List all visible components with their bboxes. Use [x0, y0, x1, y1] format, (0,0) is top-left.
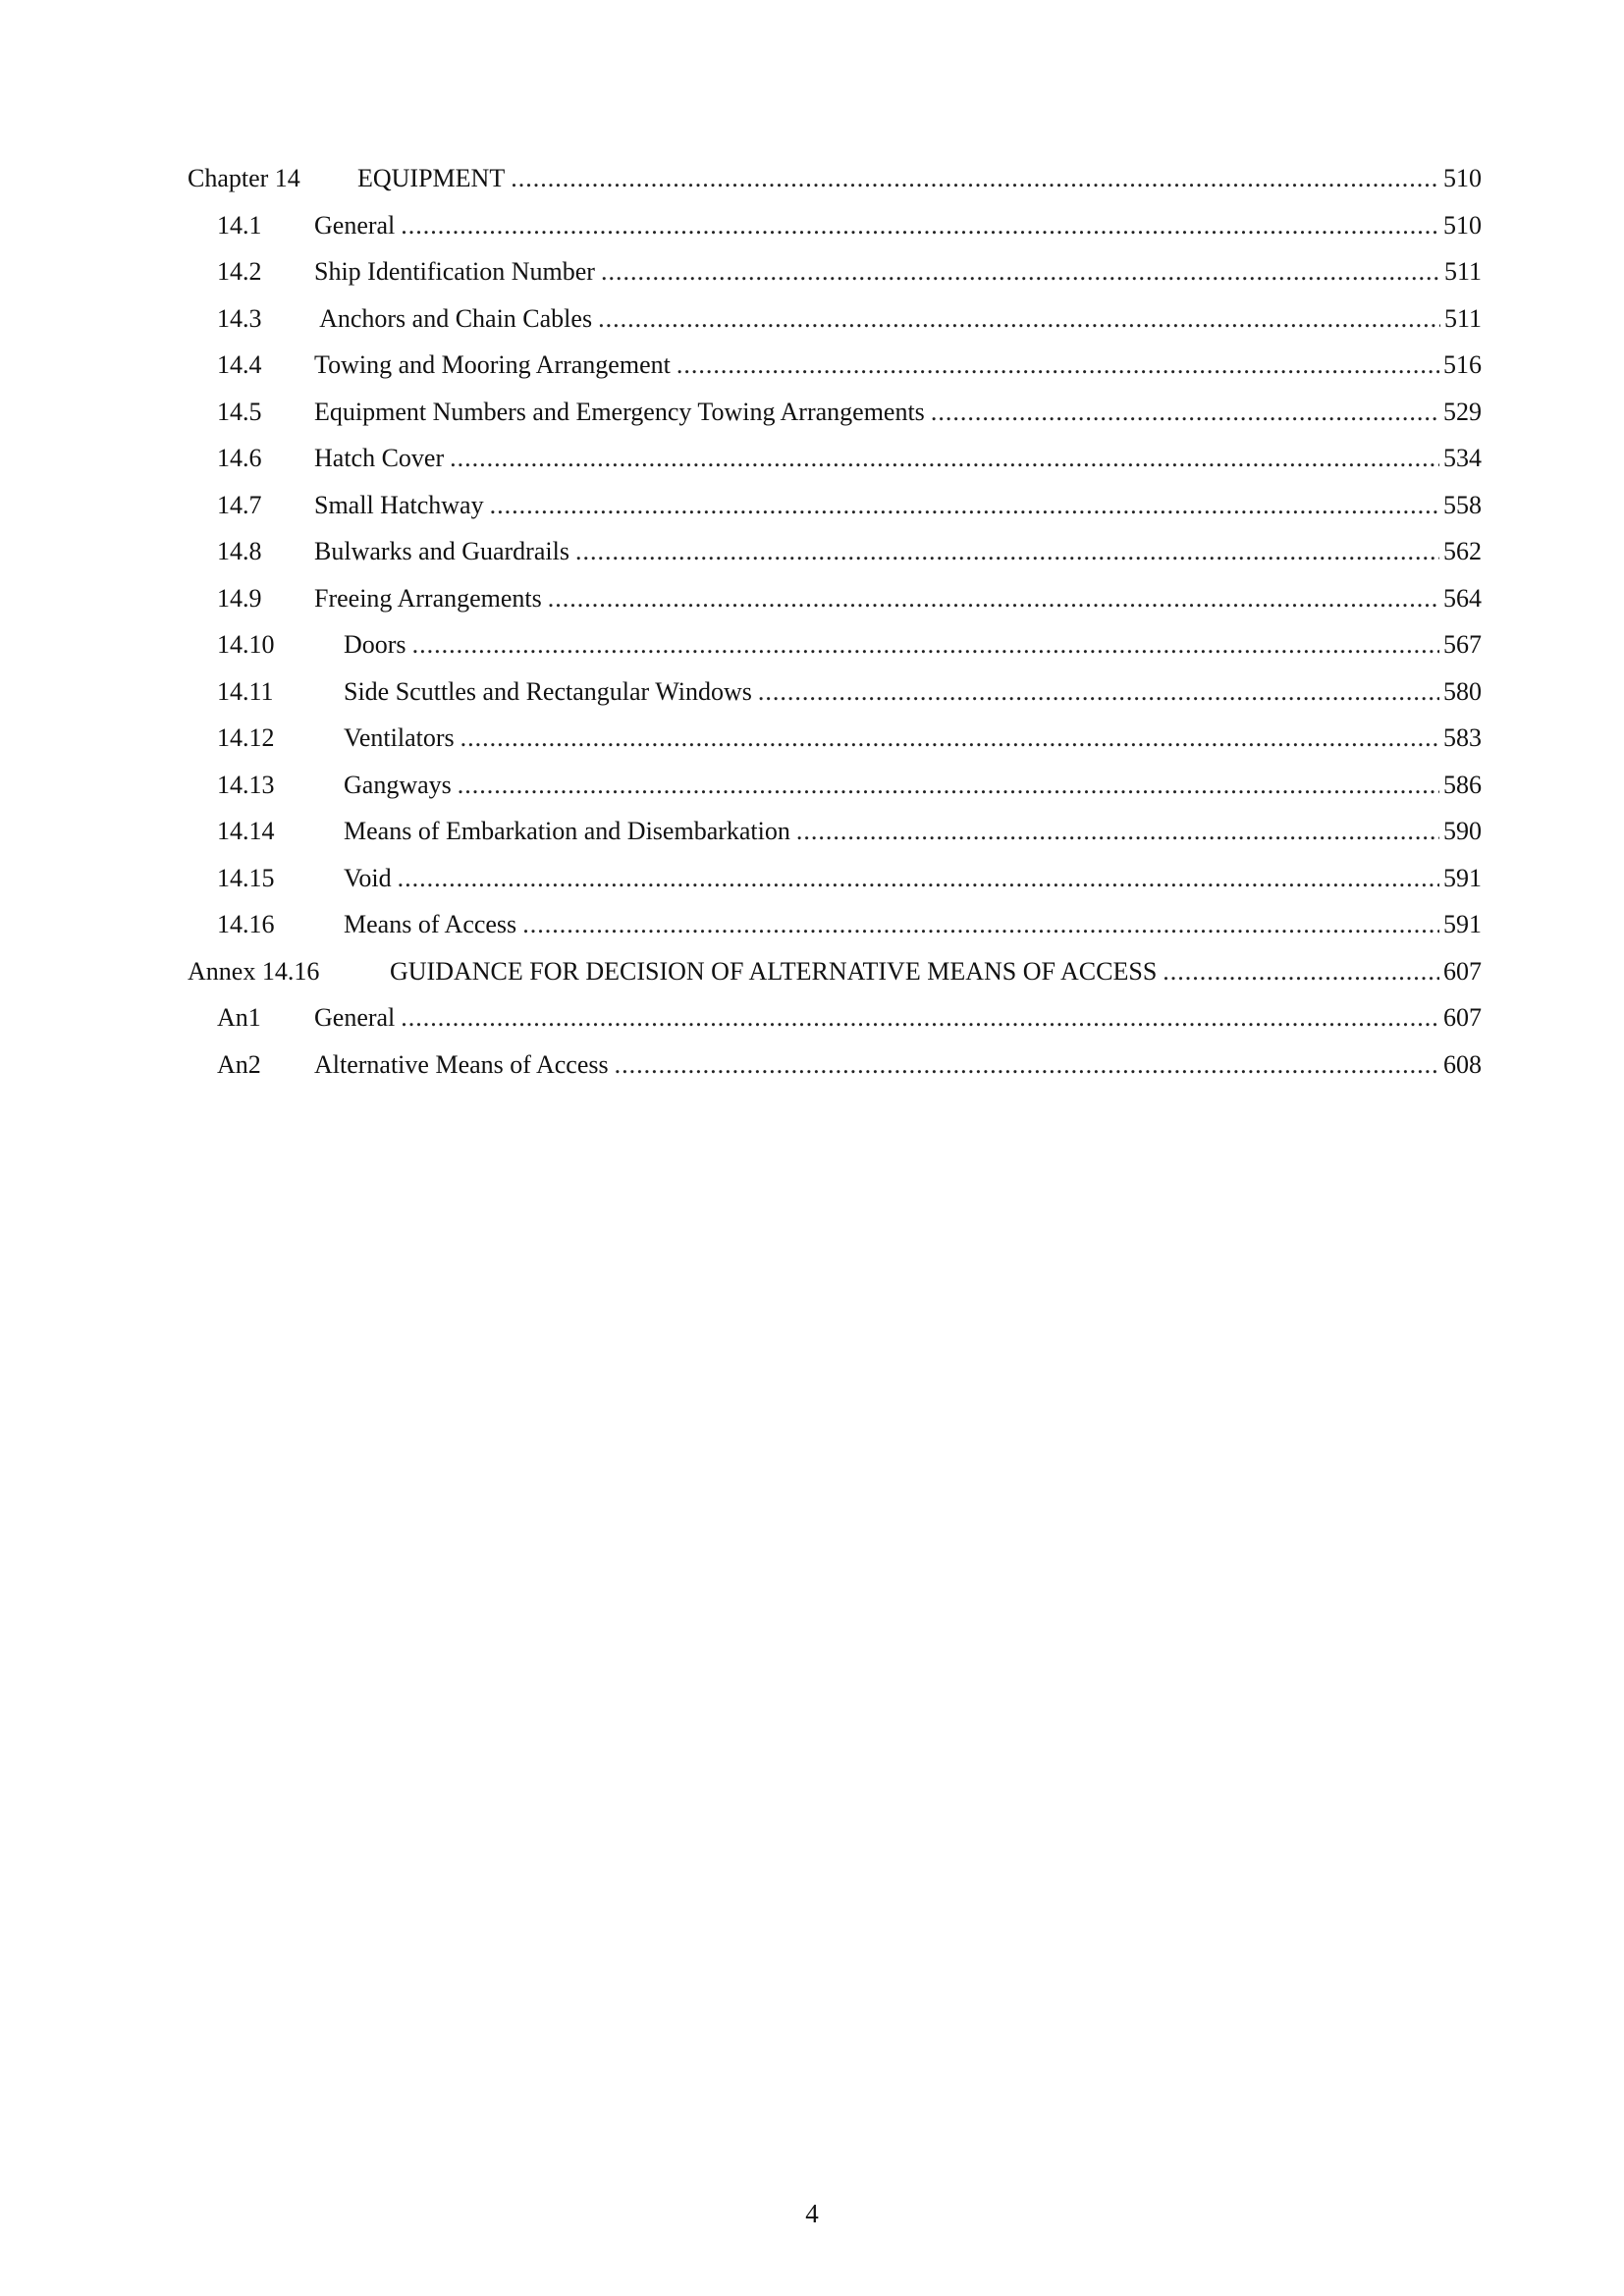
- toc-entry[interactable]: [188, 1041, 1482, 1089]
- toc-dot-leader: [458, 762, 1439, 809]
- toc-entry-title: Ship Identification Number: [314, 257, 595, 286]
- toc-entry-title: Side Scuttles and Rectangular Windows: [344, 676, 752, 706]
- toc-entry-number: 14.4: [217, 350, 262, 379]
- toc-entry-number: 14.2: [217, 257, 262, 286]
- toc-entry[interactable]: [188, 155, 1482, 202]
- toc-entry-page: 511: [1443, 257, 1482, 286]
- toc-entry-page: 583: [1443, 723, 1482, 752]
- toc-entry-title: EQUIPMENT: [357, 164, 506, 192]
- toc-entry-page: 510: [1443, 164, 1482, 192]
- toc-dot-leader: [615, 1041, 1439, 1089]
- toc-entry-title: Means of Embarkation and Disembarkation: [344, 817, 790, 845]
- toc-entry-page: 607: [1443, 956, 1482, 986]
- toc-dot-leader: [401, 994, 1439, 1041]
- toc-entry-page: 608: [1443, 1049, 1482, 1079]
- toc-entry-page: 511: [1443, 303, 1482, 333]
- toc-dot-leader: [598, 295, 1440, 343]
- toc-entry-title: Doors: [344, 630, 406, 659]
- toc-dot-leader: [548, 575, 1439, 622]
- toc-entry-number: 14.3: [217, 303, 262, 333]
- toc-entry-number: 14.15: [217, 863, 275, 892]
- toc-dot-leader: [522, 901, 1439, 948]
- toc-entry[interactable]: [188, 715, 1482, 762]
- toc-entry-number: 14.9: [217, 583, 262, 613]
- toc-entry-page: 591: [1443, 910, 1482, 938]
- toc-entry[interactable]: [188, 248, 1482, 295]
- toc-dot-leader: [677, 342, 1439, 389]
- toc-entry-number: 14.12: [217, 723, 275, 752]
- toc-entry-page: 590: [1443, 817, 1482, 845]
- toc-entry-title: Gangways: [344, 770, 452, 799]
- toc-entry-page: 516: [1443, 350, 1482, 379]
- toc-entry-number: 14.16: [217, 910, 275, 938]
- toc-entry-page: 586: [1443, 770, 1482, 799]
- toc-entry-title: General: [314, 1003, 396, 1032]
- toc-entry-title: Bulwarks and Guardrails: [314, 537, 569, 565]
- toc-entry-page: 567: [1443, 630, 1482, 659]
- toc-entry-number: An1: [217, 1003, 261, 1032]
- toc-entry-title: GUIDANCE FOR DECISION OF ALTERNATIVE MEANS OF ACCESS: [390, 956, 1158, 986]
- toc-entry-page: 529: [1443, 397, 1482, 426]
- toc-entry[interactable]: [188, 202, 1482, 249]
- toc-entry-page: 558: [1443, 490, 1482, 519]
- toc-entry-number: Chapter 14: [188, 164, 300, 192]
- toc-entry[interactable]: [188, 342, 1482, 389]
- toc-dot-leader: [460, 715, 1439, 762]
- toc-entry-number: 14.7: [217, 490, 262, 519]
- toc-entry-number: 14.1: [217, 210, 262, 240]
- toc-entry-title: Small Hatchway: [314, 490, 484, 519]
- toc-entry-number: 14.11: [217, 676, 274, 706]
- toc-entry-page: 534: [1443, 444, 1482, 472]
- toc-entry-page: 607: [1443, 1003, 1482, 1032]
- toc-entry[interactable]: [188, 295, 1482, 343]
- toc-entry-number: 14.14: [217, 817, 275, 845]
- toc-entry-page: 580: [1443, 676, 1482, 706]
- toc-dot-leader: [398, 855, 1439, 902]
- toc-entry[interactable]: [188, 994, 1482, 1041]
- toc-entry-number: 14.10: [217, 630, 275, 659]
- toc-dot-leader: [401, 202, 1439, 249]
- toc-entry[interactable]: [188, 435, 1482, 482]
- toc-entry-title: General: [314, 210, 396, 240]
- toc-entry-number: 14.6: [217, 444, 262, 472]
- toc-dot-leader: [931, 389, 1439, 436]
- toc-entry[interactable]: [188, 389, 1482, 436]
- toc-entry-number: 14.5: [217, 397, 262, 426]
- toc-entry-page: 510: [1443, 210, 1482, 240]
- toc-dot-leader: [511, 155, 1439, 202]
- toc-dot-leader: [1163, 948, 1439, 995]
- toc-entry-title: Equipment Numbers and Emergency Towing Arrangements: [314, 397, 925, 426]
- toc-entry-page: 562: [1443, 537, 1482, 565]
- toc-entry-number: An2: [217, 1049, 261, 1079]
- toc-entry-page: 564: [1443, 583, 1482, 613]
- toc-dot-leader: [575, 528, 1439, 575]
- toc-entry-title: Hatch Cover: [314, 444, 445, 472]
- toc-entry[interactable]: [188, 668, 1482, 716]
- page-number: 4: [805, 2199, 819, 2228]
- toc-entry-page: 591: [1443, 863, 1482, 892]
- toc-entry-title: Means of Access: [344, 910, 517, 938]
- toc-dot-leader: [412, 621, 1439, 668]
- toc-dot-leader: [601, 248, 1440, 295]
- toc-entry[interactable]: [188, 482, 1482, 529]
- toc-dot-leader: [758, 668, 1439, 716]
- toc-entry-number: Annex 14.16: [188, 956, 320, 986]
- toc-dot-leader: [796, 808, 1439, 855]
- toc-entry[interactable]: [188, 621, 1482, 668]
- toc-entry[interactable]: [188, 528, 1482, 575]
- toc-entry-title: Freeing Arrangements: [314, 583, 542, 613]
- toc-entry-title: Towing and Mooring Arrangement: [314, 350, 671, 379]
- toc-entry-title: Void: [344, 863, 392, 892]
- toc-entry-number: 14.8: [217, 537, 262, 565]
- toc-entry[interactable]: [188, 575, 1482, 622]
- toc-entry-title: Alternative Means of Access: [314, 1049, 609, 1079]
- toc-dot-leader: [450, 435, 1439, 482]
- toc-entry-number: 14.13: [217, 770, 275, 799]
- toc-entry[interactable]: [188, 901, 1482, 948]
- table-of-contents: [188, 155, 1482, 1088]
- toc-entry-title: Ventilators: [344, 723, 455, 752]
- toc-entry[interactable]: [188, 948, 1482, 995]
- toc-entry[interactable]: [188, 762, 1482, 809]
- toc-entry[interactable]: [188, 808, 1482, 855]
- toc-dot-leader: [490, 482, 1439, 529]
- toc-entry[interactable]: [188, 855, 1482, 902]
- toc-entry-title: Anchors and Chain Cables: [314, 303, 593, 333]
